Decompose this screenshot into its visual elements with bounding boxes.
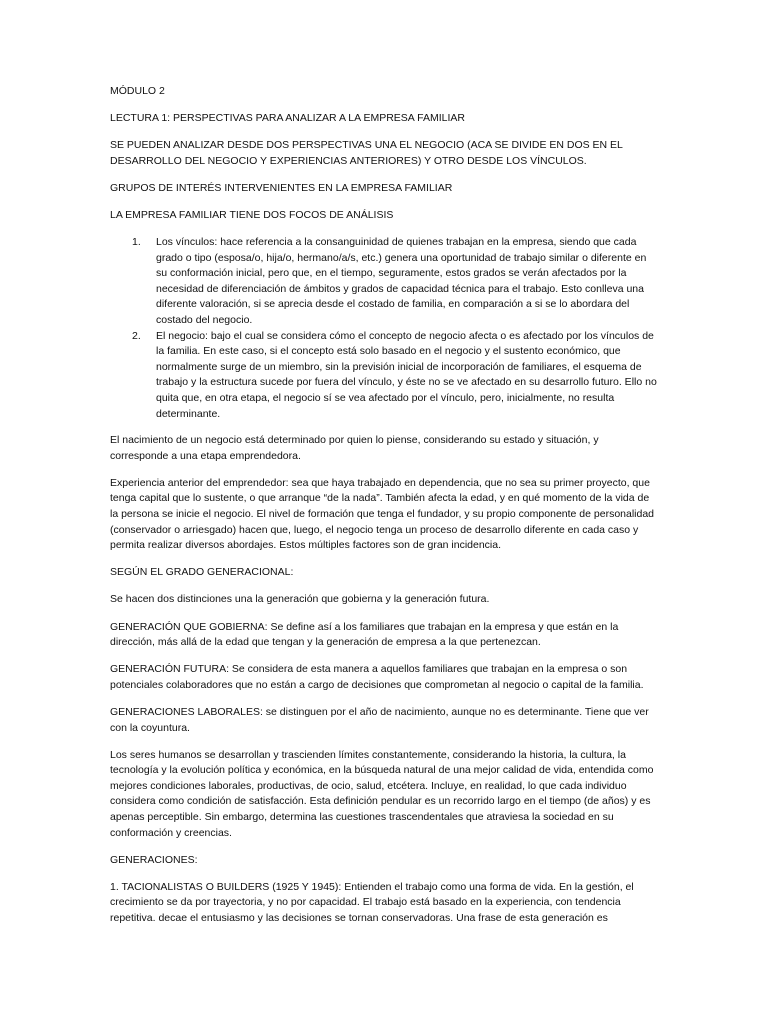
traditionalists-paragraph: 1. TACIONALISTAS O BUILDERS (1925 Y 1945): Entienden el trabajo como una forma de vida. En la gestión, el crecimiento se da por trayectoria, y no por capacidad. El trabajo está basado en la experiencia, con tendencia repetitiva. decae el entusiasmo y las decisiones se tornan conservadoras. Una frase de esta generación es xyxy=(110,880,634,924)
generations-heading: GENERACIONES: xyxy=(110,853,198,866)
list-item-text: Los vínculos: hace referencia a la consanguinidad de quienes trabajan en la empresa, siendo que cada grado o tipo (esposa/o, hija/o, hermano/a/s, etc.) genera una oportunidad de trabajo similar o diferente en su conformación inicial, pero que, en el tiempo, seguramente, estos grados se verán afectados por la necesidad de diferenciación de ámbitos y grados de capacidad técnica para el trabajo. Esto conlleva una diferente valoración, si se aprecia desde el costado de familia, en comparación a si se lo abordara del costado del negocio. xyxy=(156,236,647,327)
future-generation-paragraph: GENERACIÓN FUTURA: Se considera de esta manera a aquellos familiares que trabajan en la empresa o son potenciales colaboradores que no están a cargo de decisiones que comprometan al negocio o capital de la familia. xyxy=(110,663,644,691)
human-development-paragraph: Los seres humanos se desarrollan y trascienden límites constantemente, considerando la historia, la cultura, la tecnología y la evolución política y económica, en la búsqueda natural de una mejor calidad de vida, entendida como mejores condiciones laborales, productivas, de ocio, salud, etcétera. Incluye, en realidad, lo que cada individuo considera como condición de satisfacción. Esta definición pendular es un recorrido largo en el tiempo (de años) y es apenas perceptible. Sin embargo, determina las cuestiones trascendentales que atraviesa la sociedad en su conformación y creencias. xyxy=(110,748,654,839)
labor-generations-paragraph: GENERACIONES LABORALES: se distinguen por el año de nacimiento, aunque no es determinante. Tiene que ver con la coyuntura. xyxy=(110,705,649,734)
birth-paragraph: El nacimiento de un negocio está determinado por quien lo piense, considerando su estado y situación, y corresponde a una etapa emprendedora. xyxy=(110,434,599,462)
focus-list xyxy=(110,235,658,422)
list-item-text: El negocio: bajo el cual se considera cómo el concepto de negocio afecta o es afectado por los vínculos de la familia. En este caso, si el concepto está solo basado en el negocio y el sustento económico, que normalmente surge de un miembro, sin la previsión inicial de incorporación de familiares, el esquema de trabajo y la estructura sucede por fuera del vínculo, y éste no se ve afectado en su desarrollo futuro. Ello no quita que, en otra etapa, el negocio sí se vea afectado por el vínculo, pero, inicialmente, no resulta determinante. xyxy=(156,329,657,420)
focus-heading: LA EMPRESA FAMILIAR TIENE DOS FOCOS DE ANÁLISIS xyxy=(110,208,394,221)
list-item xyxy=(110,329,658,423)
list-item-number: 2. xyxy=(132,329,141,342)
experience-paragraph: Experiencia anterior del emprendedor: sea que haya trabajado en dependencia, que no sea su primer proyecto, que tenga capital que lo sustente, o que arranque “de la nada”. También afecta la edad, y en qué momento de la vida de la persona se inicie el negocio. El nivel de formación que tenga el fundador, y su propio componente de personalidad (conservador o arriesgado) hacen que, luego, el negocio tenga un proceso de desarrollo diferente en cada caso y permita realizar diversos abordajes. Estos múltiples factores son de gran incidencia. xyxy=(110,476,655,552)
list-item xyxy=(110,235,658,329)
distinctions-paragraph: Se hacen dos distinciones una la generación que gobierna y la generación futura. xyxy=(110,593,490,606)
document-body xyxy=(110,84,658,938)
generational-heading: SEGÚN EL GRADO GENERACIONAL: xyxy=(110,566,294,579)
intro-paragraph: SE PUEDEN ANALIZAR DESDE DOS PERSPECTIVAS UNA EL NEGOCIO (ACA SE DIVIDE EN DOS EN EL DESARROLLO DEL NEGOCIO Y EXPERIENCIAS ANTERIORES) Y OTRO DESDE LOS VÍNCULOS. xyxy=(110,139,623,167)
groups-heading: GRUPOS DE INTERÉS INTERVENIENTES EN LA EMPRESA FAMILIAR xyxy=(110,181,453,194)
governing-generation-paragraph: GENERACIÓN QUE GOBIERNA: Se define así a los familiares que trabajan en la empresa y que están en la dirección, más allá de la edad que tengan y la generación de empresa a la que pertenezcan. xyxy=(110,620,619,649)
list-item-number: 1. xyxy=(132,236,141,249)
module-title: MÓDULO 2 xyxy=(110,85,165,97)
lecture-title: LECTURA 1: PERSPECTIVAS PARA ANALIZAR A LA EMPRESA FAMILIAR xyxy=(110,112,465,125)
